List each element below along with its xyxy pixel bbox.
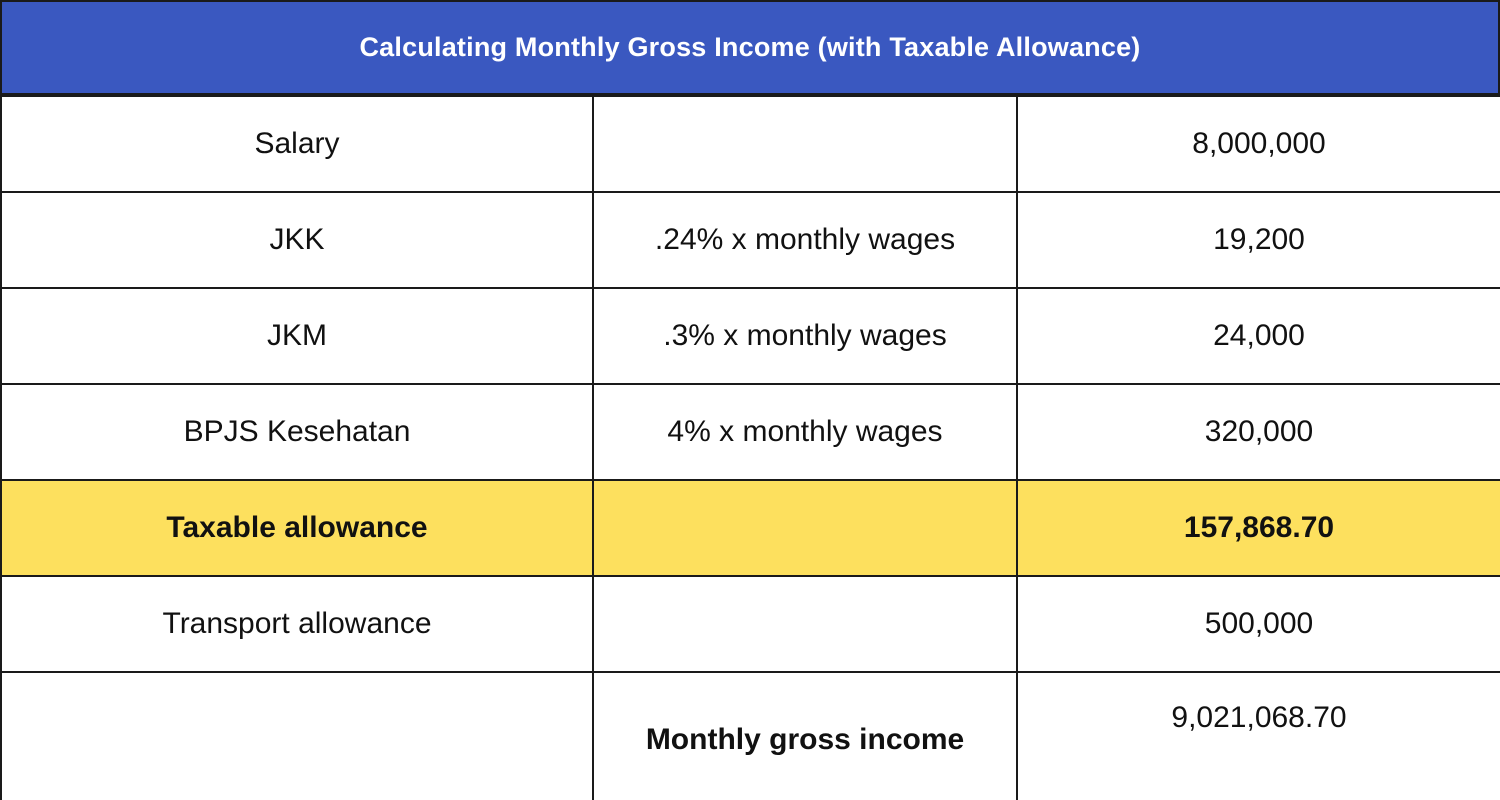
total-formula: Monthly gross income	[593, 672, 1017, 800]
row-formula	[593, 96, 1017, 192]
row-formula	[593, 480, 1017, 576]
total-label	[1, 672, 593, 800]
row-label: Salary	[1, 96, 593, 192]
table-title: Calculating Monthly Gross Income (with Taxable Allowance)	[0, 0, 1500, 95]
row-amount: 24,000	[1017, 288, 1500, 384]
table-row-salary	[1, 96, 1500, 192]
row-formula: .24% x monthly wages	[593, 192, 1017, 288]
row-formula: 4% x monthly wages	[593, 384, 1017, 480]
row-amount: 500,000	[1017, 576, 1500, 672]
row-label: Taxable allowance	[1, 480, 593, 576]
row-formula: .3% x monthly wages	[593, 288, 1017, 384]
row-amount: 19,200	[1017, 192, 1500, 288]
row-amount: 8,000,000	[1017, 96, 1500, 192]
row-label: BPJS Kesehatan	[1, 384, 593, 480]
row-label: Transport allowance	[1, 576, 593, 672]
income-grid	[0, 95, 1500, 800]
row-label: JKK	[1, 192, 593, 288]
table-row-total	[1, 672, 1500, 800]
row-amount: 157,868.70	[1017, 480, 1500, 576]
row-label: JKM	[1, 288, 593, 384]
row-amount: 320,000	[1017, 384, 1500, 480]
row-formula	[593, 576, 1017, 672]
table-row-jkk	[1, 192, 1500, 288]
table-row-transport-allowance	[1, 576, 1500, 672]
table-row-taxable-allowance	[1, 480, 1500, 576]
table-row-jkm	[1, 288, 1500, 384]
total-amount: 9,021,068.70	[1017, 672, 1500, 800]
table-row-bpjs-kesehatan	[1, 384, 1500, 480]
